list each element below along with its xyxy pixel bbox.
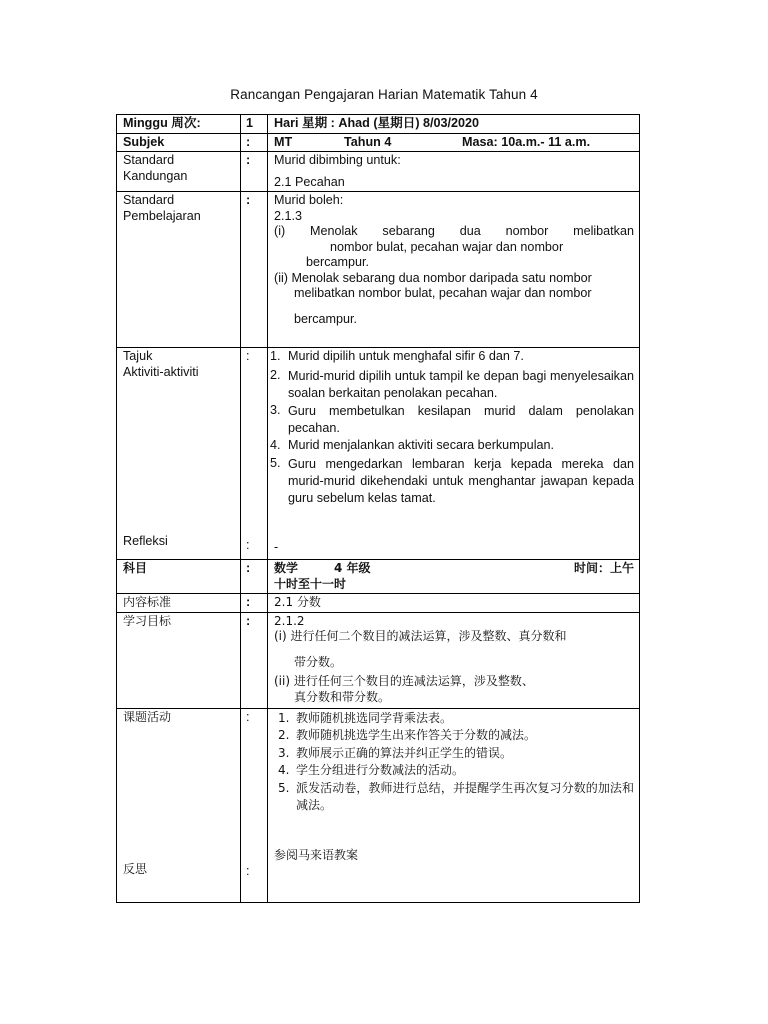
sk-label-line1: Standard: [123, 153, 175, 167]
sp-line: bercampur.: [294, 311, 357, 326]
item-number: 2.: [270, 367, 281, 382]
item-text: Murid-murid dipilih untuk tampil ke depan bagi menyelesaikan soalan berkaitan penolakan pecahan.: [288, 368, 634, 400]
xuexi-line: (ii) 进行任何三个数目的连减法运算，涉及整数、: [274, 674, 534, 688]
fansi-colon: :: [246, 864, 250, 878]
kemu-content: [268, 560, 640, 594]
sk-colon: :: [241, 152, 268, 192]
tajuk-label-line2: Aktiviti-aktiviti: [123, 364, 199, 379]
minggu-label: Minggu 周次:: [117, 115, 241, 134]
huodong-colon-cell: [241, 708, 268, 902]
sp-label-line1: Standard: [123, 193, 175, 207]
sk-content: [268, 152, 640, 192]
kemu-value: 数学: [274, 561, 299, 575]
item-number: 3.: [270, 402, 281, 417]
hari-cell: Hari 星期 : Ahad (星期日) 8/03/2020: [268, 115, 640, 134]
aktiviti-content: [268, 348, 640, 560]
item-number: 1.: [270, 349, 281, 363]
sk-label-line2: Kandungan: [123, 168, 188, 183]
row-subjek: [117, 133, 640, 152]
kemu-label: 科目: [117, 560, 241, 594]
sp-colon: :: [241, 192, 268, 348]
aktiviti-item: [270, 456, 634, 507]
item-text: 派发活动卷，教师进行总结，并提醒学生再次复习分数的加法和减法。: [296, 780, 634, 812]
item-text: Murid dipilih untuk menghafal sifir 6 dan 7.: [288, 349, 524, 363]
item-text: 教师展示正确的算法并纠正学生的错误。: [296, 745, 513, 760]
row-aktiviti: [117, 348, 640, 560]
masa-value: Masa: 10a.m.- 11 a.m.: [462, 134, 591, 149]
neirong-label: 内容标准: [117, 594, 241, 613]
item-text: Guru mengedarkan lembaran kerja kepada mereka dan murid-murid dikehendaki untuk menghantar jawapan kepada guru sebelum kelas tamat.: [288, 457, 634, 505]
nianji-value: 4 年级: [334, 561, 371, 575]
fansi-label: 反思: [123, 862, 148, 876]
refleksi-value: -: [274, 539, 279, 554]
refleksi-label: Refleksi: [123, 533, 168, 548]
huodong-item: [278, 762, 634, 780]
subjek-value: MT: [274, 134, 293, 149]
sp-line: 2.1.3: [274, 208, 303, 223]
huodong-item: [278, 780, 634, 815]
huodong-item: [278, 745, 634, 763]
lesson-plan-table: [116, 114, 640, 903]
huodong-colon: :: [246, 709, 250, 724]
xuexi-content: [268, 612, 640, 708]
tajuk-colon-cell: [241, 348, 268, 560]
refleksi-colon: :: [246, 537, 250, 552]
sp-content: [268, 192, 640, 348]
sk-line2: 2.1 Pecahan: [274, 174, 345, 189]
subjek-cell: [268, 133, 640, 152]
item-text: Murid menjalankan aktiviti secara berkumpulan.: [288, 437, 554, 452]
sp-line: (ii) Menolak sebarang dua nombor daripada satu nombor: [274, 270, 592, 285]
huodong-list: [278, 710, 634, 815]
item-text: 学生分组进行分数减法的活动。: [296, 763, 465, 777]
row-huodong: [117, 708, 640, 902]
item-number: 3.: [278, 745, 290, 760]
subjek-colon: :: [241, 133, 268, 152]
tajuk-colon: :: [246, 349, 250, 363]
sk-label: [117, 152, 241, 192]
tajuk-label-line1: Tajuk: [123, 349, 153, 363]
aktiviti-item: [270, 403, 634, 437]
row-minggu: [117, 115, 640, 134]
document-title: Rancangan Pengajaran Harian Matematik Tahun 4: [230, 87, 538, 102]
item-number: 4.: [270, 437, 281, 452]
neirong-colon: :: [241, 594, 268, 613]
item-text: 教师随机挑选同学背乘法表。: [296, 710, 453, 725]
row-kemu: [117, 560, 640, 594]
item-text: 教师随机挑选学生出来作答关于分数的减法。: [296, 728, 537, 742]
xuexi-label: 学习目标: [117, 612, 241, 708]
sp-label-line2: Pembelajaran: [123, 208, 201, 223]
sp-line: melibatkan nombor bulat, pecahan wajar dan nombor: [294, 286, 592, 300]
sp-line: nombor bulat, pecahan wajar dan nombor: [330, 239, 564, 254]
huodong-item: [278, 710, 634, 728]
xuexi-colon: :: [241, 612, 268, 708]
kemu-colon: :: [241, 560, 268, 594]
aktiviti-item: [270, 368, 634, 402]
tahun-value: Tahun 4: [344, 134, 392, 149]
tajuk-label: [117, 348, 241, 560]
item-text: Guru membetulkan kesilapan murid dalam penolakan pecahan.: [288, 403, 634, 435]
aktiviti-item: [270, 438, 634, 454]
sp-line: Murid boleh:: [274, 193, 344, 207]
sk-line1: Murid dibimbing untuk:: [274, 153, 401, 167]
huodong-item: [278, 727, 634, 745]
shijian-value: 时间：上午: [573, 561, 634, 575]
xuexi-line: (i) 进行任何二个数目的减法运算，涉及整数、真分数和: [274, 629, 567, 643]
row-standard-pembelajaran: [117, 192, 640, 348]
row-neirong: [117, 594, 640, 613]
sp-line: bercampur.: [306, 255, 369, 269]
sp-line: (i) Menolak sebarang dua nombor melibatkan: [274, 224, 634, 238]
huodong-content: [268, 708, 640, 902]
item-number: 4.: [278, 763, 290, 777]
aktiviti-item: [270, 349, 634, 365]
xuexi-line: 2.1.2: [274, 613, 305, 628]
fansi-value: 参阅马来语教案: [274, 848, 359, 862]
item-number: 5.: [278, 780, 290, 795]
item-number: 5.: [270, 456, 281, 470]
aktiviti-list: [270, 349, 634, 507]
shijian-line2: 十时至十一时: [274, 576, 347, 591]
huodong-label: 课题活动: [123, 709, 172, 724]
huodong-label-cell: [117, 708, 241, 902]
xuexi-line: 带分数。: [294, 654, 343, 669]
sp-label: [117, 192, 241, 348]
subjek-label: Subjek: [117, 133, 241, 152]
xuexi-line: 真分数和带分数。: [294, 689, 391, 704]
item-number: 1.: [278, 710, 290, 725]
row-standard-kandungan: [117, 152, 640, 192]
item-number: 2.: [278, 728, 290, 742]
row-xuexi: [117, 612, 640, 708]
neirong-value: 2.1 分数: [268, 594, 640, 613]
minggu-value: 1: [241, 115, 268, 134]
kemu-line: [274, 561, 634, 577]
